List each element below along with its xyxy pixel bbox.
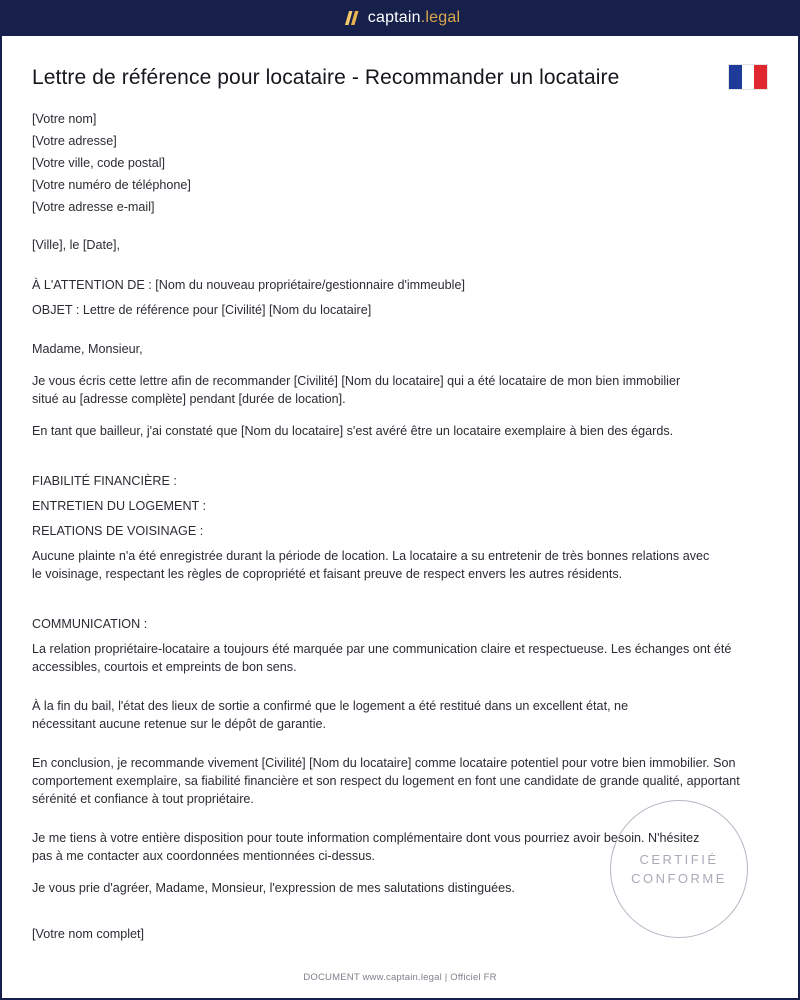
brand-logo[interactable] — [340, 9, 460, 27]
section-maintenance: ENTRETIEN DU LOGEMENT : — [32, 499, 207, 513]
statement-paragraph: En tant que bailleur, j'ai constaté que [Nom du locataire] s'est avéré être un locataire exemplaire à bien des égards. — [32, 424, 674, 438]
header-bar — [0, 0, 800, 36]
closing-line: Je vous prie d'agréer, Madame, Monsieur, l'expression de mes salutations distinguées. — [32, 881, 515, 895]
sender-city: [Votre ville, code postal] — [32, 156, 166, 170]
attention-line: À L'ATTENTION DE : [Nom du nouveau propriétaire/gestionnaire d'immeuble] — [32, 278, 465, 292]
sender-email: [Votre adresse e-mail] — [32, 200, 155, 214]
document-page — [2, 36, 798, 998]
sender-name: [Votre nom] — [32, 112, 97, 126]
salutation: Madame, Monsieur, — [32, 342, 143, 356]
place-date: [Ville], le [Date], — [32, 238, 120, 252]
availability-paragraph: Je me tiens à votre entière disposition pour toute information complémentaire dont vous pourriez avoir besoin. N'hésitez pas à me contacter aux coordonnées mentionnées ci-dessus. — [32, 831, 700, 863]
flag-blue-stripe — [729, 65, 742, 89]
document-title: Lettre de référence pour locataire - Recommander un locataire — [32, 66, 620, 89]
subject-line: OBJET : Lettre de référence pour [Civilité] [Nom du locataire] — [32, 303, 372, 317]
stamp-line-2: CONFORME — [631, 871, 727, 886]
stamp-line-1: CERTIFIÉ — [639, 852, 719, 867]
document-footer: DOCUMENT www.captain.legal | Officiel FR — [303, 972, 497, 983]
intro-paragraph: Je vous écris cette lettre afin de recommander [Civilité] [Nom du locataire] qui a été locataire de mon bien immobilier situé au [adresse complète] pendant [durée de location]. — [32, 374, 681, 406]
neighbors-paragraph: Aucune plainte n'a été enregistrée durant la période de location. La locataire a su entretenir de très bonnes relations avec le voisinage, respectant les règles de copropriété et faisant preuve de respect envers les autres résidents. — [32, 549, 710, 581]
communication-paragraph: La relation propriétaire-locataire a toujours été marquée par une communication claire et respectueuse. Les échanges ont été accessibles, courtois et empreints de bon sens. — [32, 642, 732, 674]
flag-red-stripe — [754, 65, 767, 89]
brand-name: captain.legal — [367, 9, 461, 26]
french-flag-icon[interactable] — [729, 65, 767, 89]
sender-phone: [Votre numéro de téléphone] — [32, 178, 191, 192]
certified-stamp — [610, 800, 748, 938]
captain-legal-logo-icon — [340, 10, 360, 26]
section-financial: FIABILITÉ FINANCIÈRE : — [32, 474, 177, 488]
sender-address: [Votre adresse] — [32, 134, 117, 148]
section-neighbors: RELATIONS DE VOISINAGE : — [32, 524, 204, 538]
flag-white-stripe — [742, 65, 755, 89]
end-of-lease-paragraph: À la fin du bail, l'état des lieux de sortie a confirmé que le logement a été restitué dans un excellent état, ne nécessitant aucune retenue sur le dépôt de garantie. — [32, 699, 629, 731]
signature-placeholder: [Votre nom complet] — [32, 927, 144, 941]
conclusion-paragraph: En conclusion, je recommande vivement [Civilité] [Nom du locataire] comme locataire potentiel pour votre bien immobilier. Son comportement exemplaire, sa fiabilité financière et son respect du logement en font une candidate de grande qualité, apportant sérénité et confiance à tout propriétaire. — [32, 756, 740, 806]
section-communication: COMMUNICATION : — [32, 617, 148, 631]
